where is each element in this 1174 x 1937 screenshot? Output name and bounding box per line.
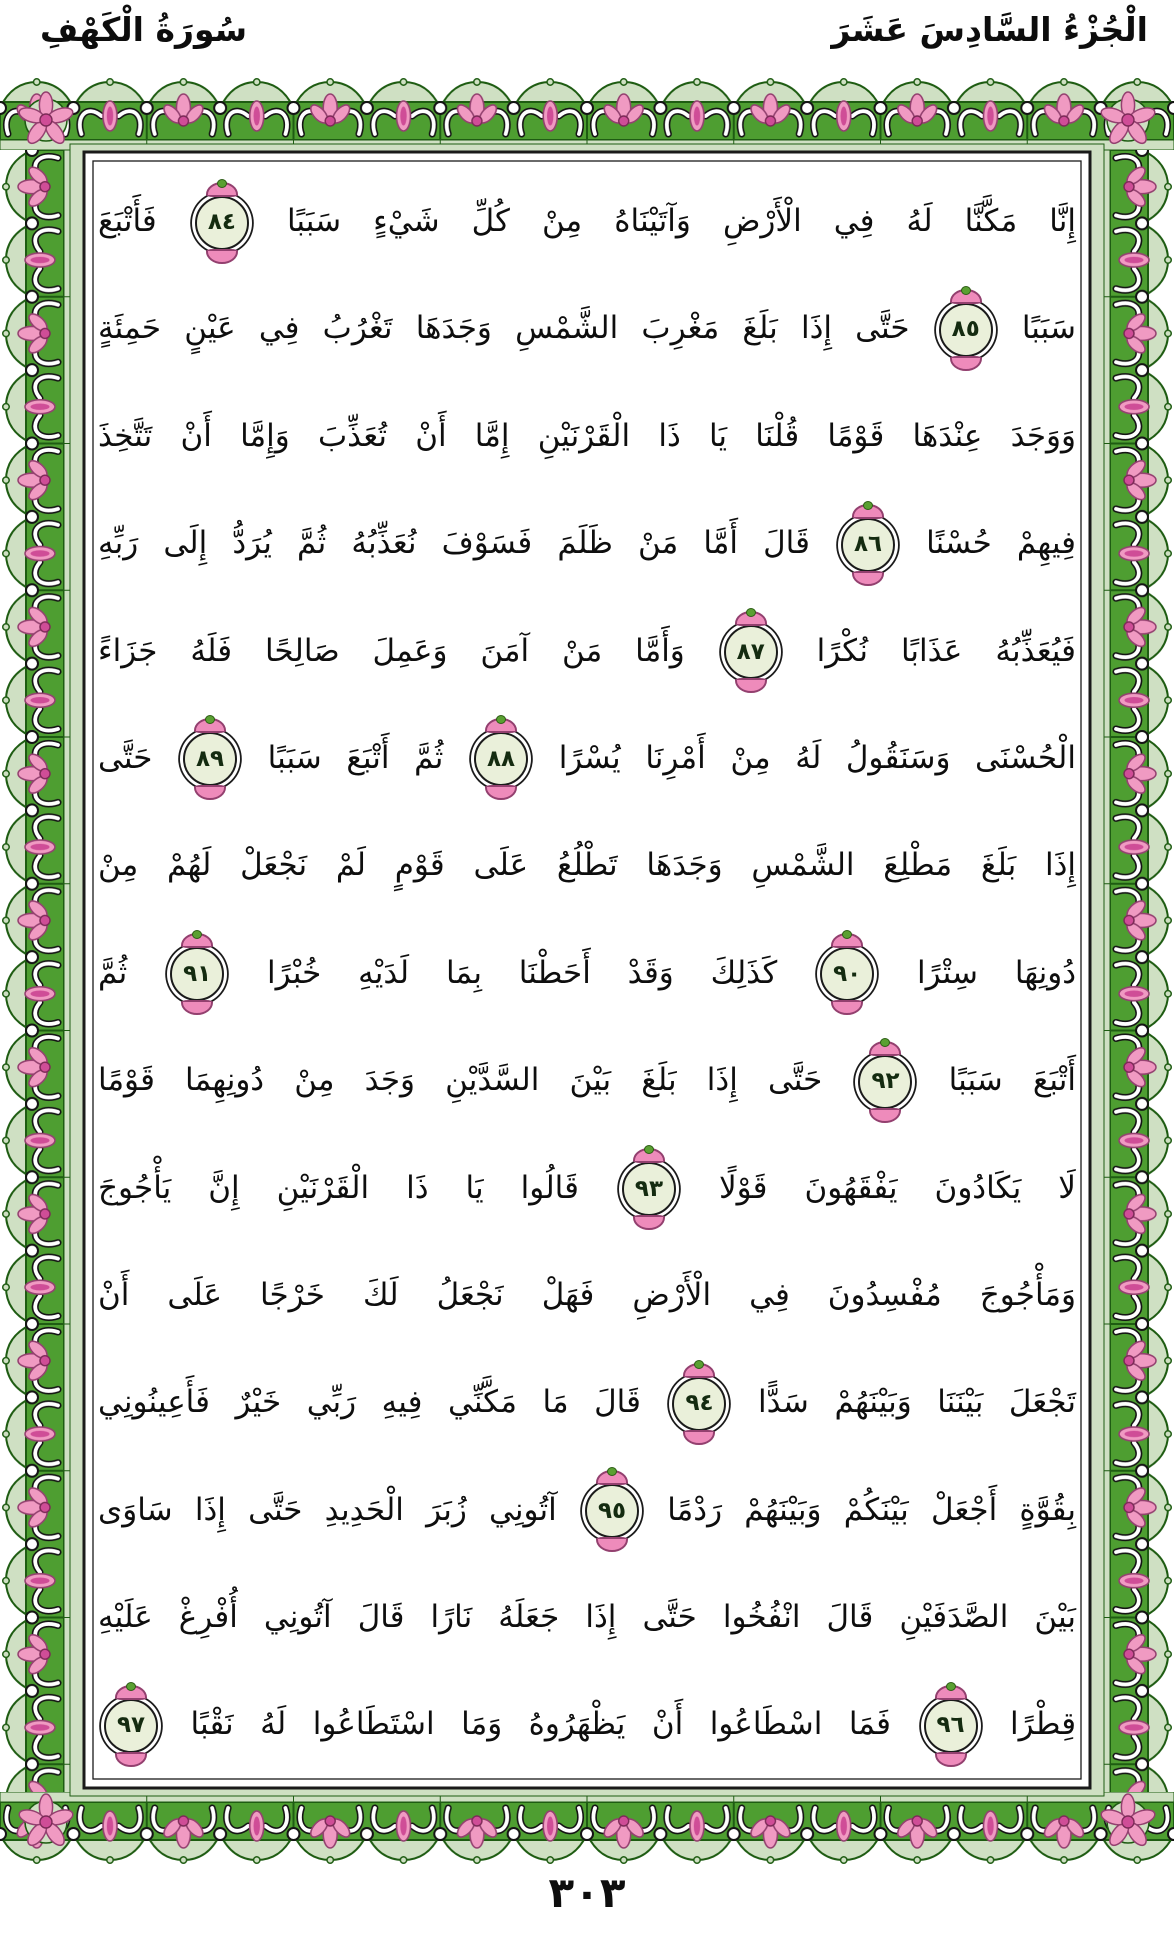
ayah-number: ٨٩ [195,745,225,772]
ayah-marker-leaf-icon [746,608,756,617]
ayah-marker-leaf-icon [607,1467,617,1476]
ayah-marker [672,1377,726,1431]
verse-text: وَأَمَّا مَنْ آمَنَ وَعَمِلَ صَالِحًا فَلَهُ جَزَاءً [98,632,685,669]
ayah-marker [724,625,778,679]
verse-text: حَتَّى إِذَا بَلَغَ بَيْنَ السَّدَّيْنِ وَجَدَ مِنْ دُونِهِمَا قَوْمًا [98,1062,823,1099]
verse-text: قَالُوا يَا ذَا الْقَرْنَيْنِ إِنَّ يَأْجُوجَ [98,1169,579,1206]
ayah-marker-leaf-icon [880,1038,890,1047]
verse-text: فِيهِمْ حُسْنًا [926,525,1077,562]
quran-line [98,1135,1076,1242]
verse-text: وَمَأْجُوجَ مُفْسِدُونَ فِي الْأَرْضِ فَهَلْ نَجْعَلُ لَكَ خَرْجًا عَلَى أَنْ [98,1276,1076,1313]
quran-line [98,920,1076,1027]
verse-text: لَا يَكَادُونَ يَفْقَهُونَ قَوْلًا [718,1169,1076,1206]
ayah-marker-leaf-icon [842,930,852,939]
ayah-marker [195,196,249,250]
ayah-marker-leaf-icon [217,179,227,188]
quran-line [98,598,1076,705]
verse-text: تَجْعَلَ بَيْنَنَا وَبَيْنَهُمْ سَدًّا [758,1384,1076,1421]
quran-line [98,1027,1076,1134]
border-band-top [0,76,1174,150]
quran-line [98,1564,1076,1671]
ayah-number: ٩٤ [685,1390,714,1417]
verse-text: ثُمَّ أَتْبَعَ سَبَبًا [267,739,444,776]
verse-text: قَالَ مَا مَكَّنِّي فِيهِ رَبِّي خَيْرٌ فَأَعِينُونِي [98,1384,641,1421]
verse-text: وَوَجَدَ عِنْدَهَا قَوْمًا قُلْنَا يَا ذَا الْقَرْنَيْنِ إِمَّا أَنْ تُعَذِّبَ وَإِمَّا أَنْ تَتَّخِذَ [98,417,1076,454]
verse-text: الْحُسْنَى وَسَنَقُولُ لَهُ مِنْ أَمْرِنَا يُسْرًا [558,739,1076,776]
ayah-marker-leaf-icon [126,1682,136,1691]
ayah-number: ٩٧ [116,1712,146,1739]
quran-line [98,1457,1076,1564]
ayah-marker-leaf-icon [961,286,971,295]
ayah-marker [939,303,993,357]
verse-text: أَتْبَعَ سَبَبًا [948,1062,1077,1099]
border-band-right [1100,150,1174,1792]
verse-text: دُونِهَا سِتْرًا [916,954,1077,991]
ayah-marker-leaf-icon [496,715,506,724]
surah-header-label: سُورَةُ الْكَهْفِ [40,10,248,49]
quran-line [98,490,1076,597]
quran-line [98,168,1076,275]
ayah-marker-leaf-icon [694,1360,704,1369]
quran-line [98,383,1076,490]
ayah-marker-leaf-icon [946,1682,956,1691]
quran-line [98,1242,1076,1349]
verse-text: آتُونِي زُبَرَ الْحَدِيدِ حَتَّى إِذَا سَاوَى [98,1491,557,1528]
quran-line [98,705,1076,812]
ayah-marker-leaf-icon [863,501,873,510]
ayah-marker [104,1699,158,1753]
ayah-marker [183,732,237,786]
verse-text: قَالَ أَمَّا مَنْ ظَلَمَ فَسَوْفَ نُعَذِّبُهُ ثُمَّ يُرَدُّ إِلَى رَبِّهِ [98,525,810,562]
page-number: ٣٠٣ [548,1868,626,1917]
verse-text: فَأَتْبَعَ [98,203,157,239]
ayah-number: ٩٠ [833,960,862,987]
ayah-number: ٩٦ [936,1712,965,1739]
ayah-number: ٨٦ [854,531,883,558]
verse-text: بِقُوَّةٍ أَجْعَلْ بَيْنَكُمْ وَبَيْنَهُمْ رَدْمًا [667,1491,1076,1528]
ayah-marker [820,947,874,1001]
quran-line [98,812,1076,919]
verse-text: فَيُعَذِّبُهُ عَذَابًا نُكْرًا [816,632,1076,669]
ayah-marker-leaf-icon [205,715,215,724]
ayah-marker [841,518,895,572]
verse-text: حَتَّى [98,739,153,776]
ayah-number: ٨٨ [487,745,516,772]
ayah-number: ٩٢ [871,1068,900,1095]
verse-text: قِطْرًا [1010,1706,1077,1743]
ayah-number: ٨٧ [736,638,765,665]
ayah-marker-leaf-icon [192,930,202,939]
verse-text: سَبَبًا [1021,310,1076,347]
ayah-marker [924,1699,978,1753]
ayah-marker [858,1055,912,1109]
ayah-number: ٨٥ [951,316,980,343]
verse-text: ثُمَّ [98,954,128,991]
ayah-number: ٩٣ [634,1175,663,1202]
ayah-number: ٩٥ [597,1497,627,1524]
ayah-marker [622,1162,676,1216]
quran-line [98,275,1076,382]
border-band-left [0,150,74,1792]
verse-text: إِذَا بَلَغَ مَطْلِعَ الشَّمْسِ وَجَدَهَا تَطْلُعُ عَلَى قَوْمٍ لَمْ نَجْعَلْ لَهُمْ مِنْ [98,847,1076,884]
ayah-marker [170,947,224,1001]
quran-line [98,1349,1076,1456]
ayah-marker [474,732,528,786]
verse-text: فَمَا اسْطَاعُوا أَنْ يَظْهَرُوهُ وَمَا اسْتَطَاعُوا لَهُ نَقْبًا [190,1706,892,1743]
juz-header-label: الْجُزْءُ السَّادِسَ عَشَرَ [831,10,1148,49]
verse-text: إِنَّا مَكَّنَّا لَهُ فِي الْأَرْضِ وَآتَيْنَاهُ مِنْ كُلِّ شَيْءٍ سَبَبًا [286,203,1076,239]
verse-text: كَذَلِكَ وَقَدْ أَحَطْنَا بِمَا لَدَيْهِ خُبْرًا [267,954,778,991]
ayah-marker-leaf-icon [644,1145,654,1154]
quran-text-block [98,168,1076,1780]
ayah-marker [585,1484,639,1538]
ayah-number: ٩١ [183,960,212,987]
verse-text: حَتَّى إِذَا بَلَغَ مَغْرِبَ الشَّمْسِ وَجَدَهَا تَغْرُبُ فِي عَيْنٍ حَمِئَةٍ [98,310,910,347]
quran-line [98,1671,1076,1778]
ayah-number: ٨٤ [207,209,236,235]
verse-text: بَيْنَ الصَّدَفَيْنِ قَالَ انْفُخُوا حَتَّى إِذَا جَعَلَهُ نَارًا قَالَ آتُونِي أُفْرِغْ عَلَيْهِ [98,1599,1076,1636]
border-band-bottom [0,1792,1174,1866]
